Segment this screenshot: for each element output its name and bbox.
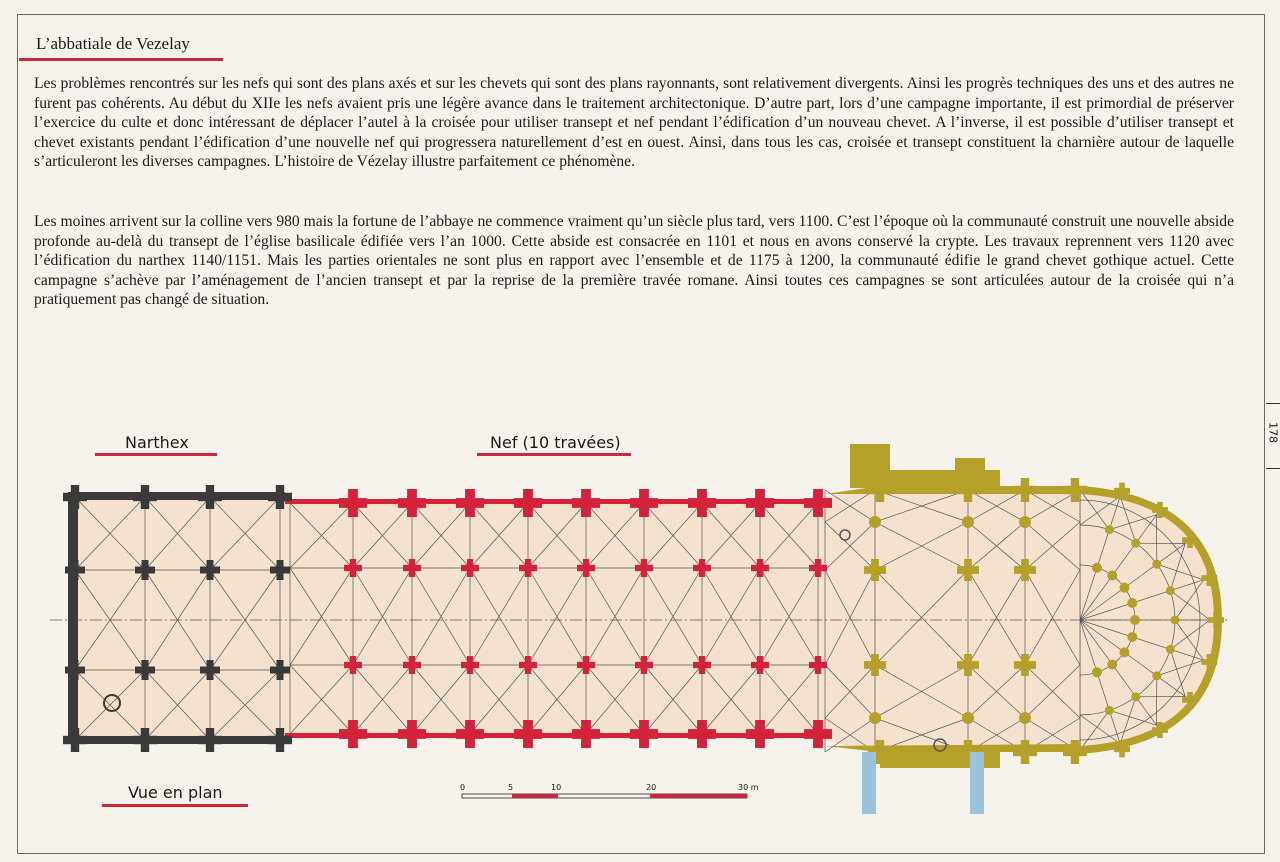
narthex-wall-pier xyxy=(141,728,149,752)
nave-north-wall-pier xyxy=(348,489,358,517)
choir-pier xyxy=(1021,654,1029,676)
radiating-chapel-buttress xyxy=(1207,570,1213,586)
nave-north-pier xyxy=(350,559,356,577)
radiating-chapel-buttress xyxy=(1157,722,1163,738)
ambulatory-outer-column xyxy=(1131,539,1140,548)
nave-south-pier xyxy=(467,656,473,674)
narthex-wall-pier xyxy=(71,485,79,509)
ambulatory-column xyxy=(962,516,974,528)
nave-north-wall-pier xyxy=(755,489,765,517)
nave-north-pier xyxy=(583,559,589,577)
chevet-buttress xyxy=(876,740,884,764)
nave-south-pier xyxy=(699,656,705,674)
choir-pier xyxy=(964,654,972,676)
nave-south-wall-pier xyxy=(639,720,649,748)
label-narthex: Narthex xyxy=(125,433,189,452)
ambulatory-outer-column xyxy=(1166,645,1175,654)
narthex-wall-pier xyxy=(141,485,149,509)
chevet-buttress xyxy=(1021,740,1029,764)
apse-column xyxy=(1107,571,1117,581)
nave-north-pier xyxy=(409,559,415,577)
narthex-wall-pier xyxy=(277,660,284,680)
scale-bar-segment-a xyxy=(512,794,558,798)
apse-column xyxy=(1107,659,1117,669)
ambulatory-outer-column xyxy=(1171,616,1180,625)
paragraph-1: Les problèmes rencontrés sur les nefs qui sont des plans axés et sur les chevets qui sont des plans rayonnants, sont relativement divergents. Ainsi les progrès techniques des uns et des autres ne furent pas cohérents. Au début du XIIe les nefs avaient pris une légère avance dans le traitement architectonique. D’autre part, lors d’une campagne importante, il est primordial de préserver l’exercice du culte et donc intéressant de déplacer l’autel à la croisée pour utiliser transept et nef pendant l’édification d’un nouveau chevet. A l’inverse, il est possible d’utiliser transept et chevet existants pendant l’édification d’une nouvelle nef qui progressera naturellement d’est en ouest. Ainsi, dans tous les cas, croisée et transept constituent la charnière autour de laquelle s’articuleront les diverses campagnes. L’histoire de Vézelay illustre parfaitement ce phénomène. xyxy=(34,75,1234,171)
narthex-wall-pier xyxy=(72,660,79,680)
nave-south-wall-pier xyxy=(813,720,823,748)
nave-north-wall-pier xyxy=(697,489,707,517)
chevet-buttress xyxy=(1071,740,1079,764)
radiating-chapel-buttress xyxy=(1119,483,1125,499)
nave-north-wall-pier xyxy=(465,489,475,517)
nave-south-pier xyxy=(641,656,647,674)
choir-pier xyxy=(1021,559,1029,581)
nave-north-wall-pier xyxy=(523,489,533,517)
radiating-chapel-buttress xyxy=(1119,741,1125,757)
nave-south-pier xyxy=(583,656,589,674)
nave-south-pier xyxy=(525,656,531,674)
nave-north-pier xyxy=(467,559,473,577)
narthex-west-wall xyxy=(68,492,78,744)
radiating-chapel-buttress xyxy=(1187,532,1193,548)
nave-south-pier xyxy=(757,656,763,674)
narthex-floor xyxy=(75,497,285,740)
choir-pier xyxy=(964,559,972,581)
narthex-pier xyxy=(207,660,214,680)
nave-south-wall-pier xyxy=(407,720,417,748)
nave-north-wall-pier xyxy=(407,489,417,517)
nave-south-wall-pier xyxy=(348,720,358,748)
paragraph-2: Les moines arrivent sur la colline vers 980 mais la fortune de l’abbaye ne commence vraiment qu’un siècle plus tard, vers 1100. C’est l’époque où la communauté construit une nouvelle abside profonde au-delà du transept de l’église basilicale édifiée vers l’an 1000. Cette abside est consacrée en 1101 et nous en avons conservé la crypte. Les travaux reprennent vers 1120 avec l’édification du narthex 1140/1151. Mais les parties orientales ne sont plus en rapport avec l’ensemble et de 1175 à 1200, la communauté édifie le grand chevet gothique actuel. Cette campagne s’achève par l’aménagement de l’ancien transept et par la reprise de la première travée romane. Ainsi toutes ces campagnes se sont articulées autour de la croisée qui n’a pratiquement pas changé de situation. xyxy=(34,213,1234,309)
narthex-wall-pier xyxy=(206,728,214,752)
ambulatory-column xyxy=(1019,712,1031,724)
nave-south-wall-pier xyxy=(523,720,533,748)
nave-south-wall-pier xyxy=(581,720,591,748)
scale-tick-label-30: 30 m xyxy=(738,783,759,792)
ambulatory-outer-column xyxy=(1152,671,1161,680)
apse-column xyxy=(1092,667,1102,677)
narthex-wall-pier xyxy=(276,728,284,752)
narthex-pier xyxy=(142,560,149,580)
ambulatory-outer-column xyxy=(1152,560,1161,569)
apse-column xyxy=(1127,632,1137,642)
label-nef: Nef (10 travées) xyxy=(490,433,621,452)
scale-tick-label-10: 10 xyxy=(551,783,562,792)
narthex-wall-pier xyxy=(276,485,284,509)
radiating-chapel-buttress xyxy=(1213,612,1219,628)
ambulatory-outer-column xyxy=(1105,525,1114,534)
narthex-wall-pier xyxy=(72,560,79,580)
ambulatory-outer-column xyxy=(1166,586,1175,595)
chevet-buttress xyxy=(964,478,972,502)
nave-north-pier xyxy=(525,559,531,577)
apse-column xyxy=(1119,647,1129,657)
nave-south-wall-pier xyxy=(697,720,707,748)
radiating-chapel-buttress xyxy=(1187,692,1193,708)
nave-north-pier xyxy=(815,559,821,577)
scale-tick-label-20: 20 xyxy=(646,783,657,792)
ambulatory-column xyxy=(1019,516,1031,528)
scale-bar-segment-b xyxy=(650,794,747,798)
apse-column xyxy=(1119,583,1129,593)
apse-column xyxy=(1130,615,1140,625)
chevet-buttress xyxy=(1071,478,1079,502)
ambulatory-outer-column xyxy=(1105,706,1114,715)
narthex-south-wall xyxy=(75,736,285,744)
nave-south-wall-pier xyxy=(755,720,765,748)
nave-north-pier xyxy=(757,559,763,577)
chevet-buttress xyxy=(1021,478,1029,502)
water-channel-left xyxy=(862,752,876,814)
nave-south-pier xyxy=(815,656,821,674)
ambulatory-column xyxy=(869,712,881,724)
label-vue-en-plan: Vue en plan xyxy=(128,783,223,802)
narthex-wall-pier xyxy=(277,560,284,580)
water-channel-right xyxy=(970,752,984,814)
apse-column xyxy=(1092,563,1102,573)
narthex-wall-pier xyxy=(206,485,214,509)
choir-pier xyxy=(871,559,879,581)
nave-south-wall-pier xyxy=(465,720,475,748)
page-number: 178 xyxy=(1266,422,1280,443)
nave-south-pier xyxy=(350,656,356,674)
narthex-pier xyxy=(207,560,214,580)
apse-column xyxy=(1127,598,1137,608)
chevet-buttress xyxy=(876,478,884,502)
radiating-chapel-buttress xyxy=(1157,502,1163,518)
ambulatory-column xyxy=(962,712,974,724)
section-title: L’abbatiale de Vezelay xyxy=(36,34,190,53)
nave-north-wall-pier xyxy=(813,489,823,517)
ambulatory-column xyxy=(869,516,881,528)
scale-tick-label-0: 0 xyxy=(460,783,466,792)
scale-tick-label-5: 5 xyxy=(508,783,514,792)
scale-bar xyxy=(462,794,747,798)
radiating-chapel-buttress xyxy=(1207,654,1213,670)
narthex-wall-pier xyxy=(71,728,79,752)
narthex-north-wall xyxy=(75,492,285,500)
nave-north-pier xyxy=(699,559,705,577)
nave-south-pier xyxy=(409,656,415,674)
choir-pier xyxy=(871,654,879,676)
nave-north-pier xyxy=(641,559,647,577)
nave-north-wall-pier xyxy=(639,489,649,517)
narthex-pier xyxy=(142,660,149,680)
ambulatory-outer-column xyxy=(1131,692,1140,701)
nave-north-wall-pier xyxy=(581,489,591,517)
